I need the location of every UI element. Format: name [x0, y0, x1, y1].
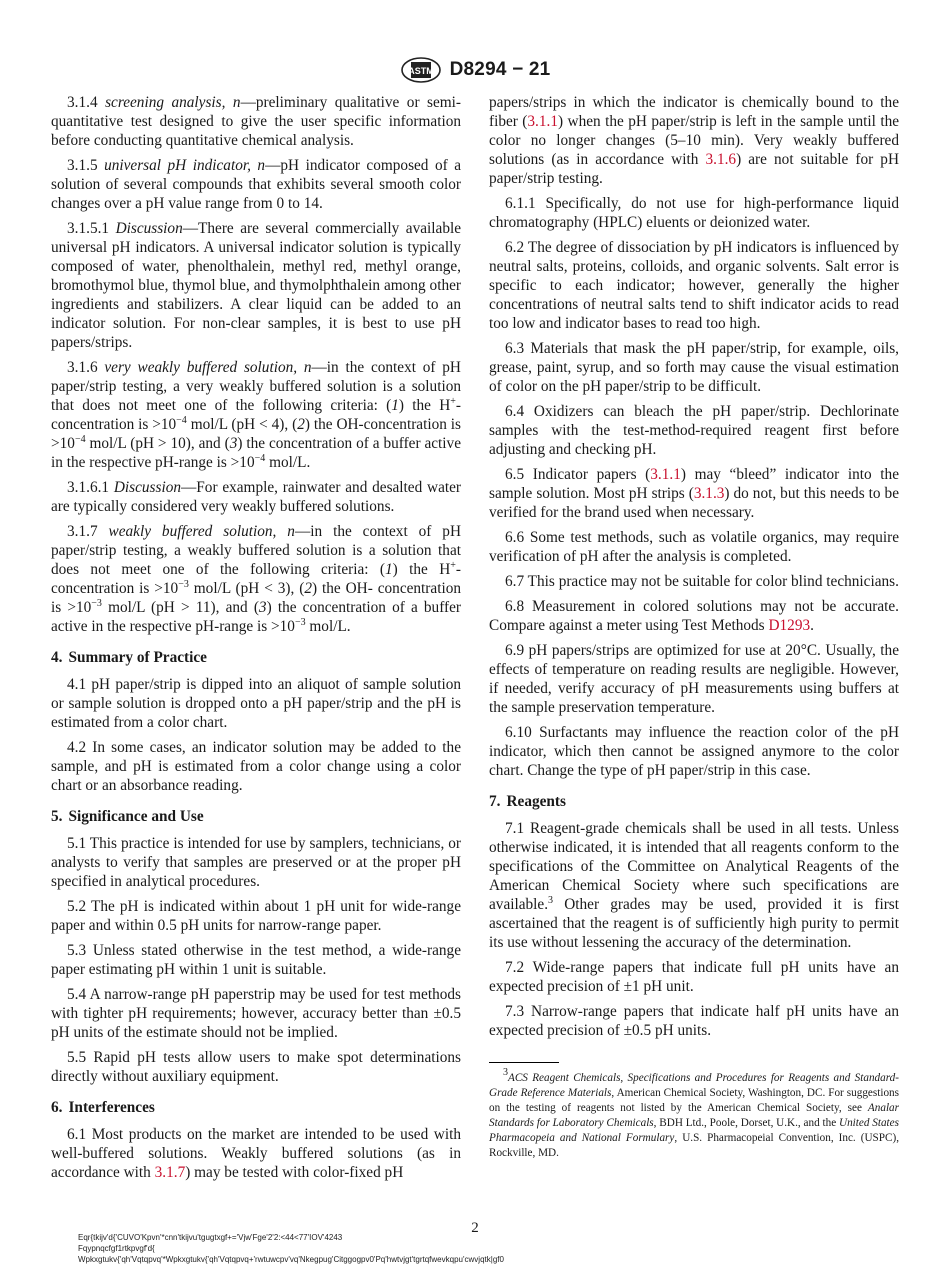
section-heading-6: 6. Interferences — [51, 1099, 155, 1116]
section-6-3: 6.3 Materials that mask the pH paper/strip, for example, oils, grease, paint, syrup, and so forth may cause the visual estimation of color on the pH paper/strip to be difficult. — [489, 340, 899, 395]
section-3-1-6: 3.1.6 very weakly buffered solution, n—in the context of pH paper/strip testing, a very weakly buffered solution is a solution that does not meet one of the following criteria: (1) the H+-concentration is $>10^{-4}$ mol/L (pH < 4), (2) the OH-concentration is $>10^{-4}$ mol/L (pH > 10), and (3) the concentration of a buffer active in the respective pH-range is $>10^{-4}$ mol/L. — [51, 359, 461, 471]
section-6-1-1: 6.1.1 Specifically, do not use for high-performance liquid chromatography (HPLC) eluents or deionized water. — [489, 195, 899, 231]
section-5-1: 5.1 This practice is intended for use by samplers, technicians, or analysts to verify that samples are preserved or at the proper pH specified in analytical procedures. — [51, 835, 461, 890]
section-4-1: 4.1 pH paper/strip is dipped into an aliquot of sample solution or sample solution is dropped onto a pH paper/strip and the pH is estimated from a color chart. — [51, 676, 461, 731]
xref-d1293-link[interactable]: D1293 — [768, 617, 811, 634]
astm-logo-icon — [400, 56, 442, 84]
section-4-2: 4.2 In some cases, an indicator solution may be added to the sample, and pH is estimated from a color change using a color chart or an absorbance reading. — [51, 739, 461, 794]
section-5-4: 5.4 A narrow-range pH paperstrip may be used for test methods with tighter pH requirements; however, accuracy better than ±0.5 pH units of the estimate should not be implied. — [51, 986, 461, 1041]
xref-3-1-7-link[interactable]: 3.1.7 — [154, 1164, 186, 1181]
section-3-1-7: 3.1.7 weakly buffered solution, n—in the context of pH paper/strip testing, a weakly buffered solution is a solution that does not meet one of the following criteria: (1) the H+-concentration is $>10^{-3}$ mol/L (pH < 3), (2) the OH- concentration is $>10^{-3}$ mol/L (pH > 11), and (3) the concentration of a buffer active in the respective pH-range is $>10^{-3}$ mol/L. — [51, 523, 461, 635]
section-3-1-4: 3.1.4 screening analysis, n—preliminary qualitative or semi-quantitative test designed to give the user specific information before conducting quantitative chemical analysis. — [51, 94, 462, 149]
footnote-divider — [489, 1062, 559, 1063]
section-5-5: 5.5 Rapid pH tests allow users to make spot determinations directly without auxiliary equipment. — [51, 1049, 461, 1085]
section-3-1-5-1: 3.1.5.1 Discussion—There are several commercially available universal pH indicators. A universal indicator solution is typically composed of water, phenolthalein, methyl red, methyl orange, bromothymol blue, thymol blue, and thymolphthalein among other ingredients and stabilizers. A clear liquid can be added to an indicator solution. For non-clear samples, it is best to use pH papers/strips. — [51, 220, 462, 351]
page-header — [0, 56, 950, 84]
section-6-10: 6.10 Surfactants may influence the reaction color of the pH indicator, which then cannot be assigned anymore to the color chart. Change the type of pH paper/strip in this case. — [489, 724, 899, 779]
section-6-4: 6.4 Oxidizers can bleach the pH paper/strip. Dechlorinate samples with the test-method-required reagent first before adjusting and checking pH. — [489, 403, 899, 458]
stamp-line-2: Fqypnqcfgf1rtkpvgf'd{ — [78, 1244, 155, 1253]
section-heading-5: 5. Significance and Use — [51, 808, 204, 825]
standard-designation: D8294 − 21 — [449, 59, 551, 80]
stamp-line-3: Wpkxgtukv{'qh'Vqtqpvq'*Wpkxgtukv{'qh'Vqtqpvq+'rwtuwcpv'vq'Nkegpug'Citggogpv0'Pq'hwtvjgt'tgrtqfwevkqpu'cwvjqtk|gf0 — [78, 1255, 504, 1264]
xref-3-1-1-link[interactable]: 3.1.1 — [650, 466, 681, 483]
footnote-3: $^3$ACS Reagent Chemicals, Specifications and Procedures for Reagents and Standard-Grade Reference Materials, American Chemical Society, Washington, DC. For suggestions on the testing of reagents not listed by the American Chemical Society, see Analar Standards for Laboratory Chemicals, BDH Ltd., Poole, Dorset, U.K., and the United States Pharmacopeia and National Formulary, U.S. Pharmacopeial Convention, Inc. (USPC), Rockville, MD. — [489, 1067, 899, 1159]
section-6-1: 6.1 Most products on the market are intended to be used with well-buffered solutions. Weakly buffered solutions (as in accordance with 3.1.7) may be tested with color-fixed pH — [51, 1126, 461, 1181]
xref-3-1-1-link[interactable]: 3.1.1 — [527, 113, 558, 130]
footnote-ref: 3 — [548, 895, 554, 906]
section-6-9: 6.9 pH papers/strips are optimized for use at 20°C. Usually, the effects of temperature on reading results are negligible. However, if needed, verify accuracy of pH measurements using buffers at the sample preservation temperature. — [489, 642, 899, 716]
section-heading-4: 4. Summary of Practice — [51, 649, 207, 666]
section-7-2: 7.2 Wide-range papers that indicate full pH units have an expected precision of ±1 pH unit. — [489, 959, 899, 995]
section-3-1-6-1: 3.1.6.1 Discussion—For example, rainwater and desalted water are typically considered very weakly buffered solutions. — [51, 479, 461, 515]
section-7-3: 7.3 Narrow-range papers that indicate half pH units have an expected precision of ±0.5 pH units. — [489, 1003, 899, 1039]
section-6-7: 6.7 This practice may not be suitable for color blind technicians. — [505, 573, 899, 590]
page-number: 2 — [471, 1220, 479, 1236]
section-7-1: 7.1 Reagent-grade chemicals shall be used in all tests. Unless otherwise indicated, it is intended that all reagents conform to the specifications of the Committee on Analytical Reagents of the American Chemical Society where such specifications are available.$^3$ Other grades may be used, provided it is first ascertained that the reagent is of sufficiently high purity to permit its use without lessening the accuracy of the determination. — [489, 820, 899, 951]
section-6-2: 6.2 The degree of dissociation by pH indicators is influenced by neutral salts, proteins, colloids, and organic solvents. Salt error is specific to each indicator; however, generally the higher concentrations of neutral salts tend to shift indicator acids to read too low and indicator bases to read too high. — [489, 239, 899, 332]
xref-3-1-6-link[interactable]: 3.1.6 — [705, 151, 737, 168]
license-stamp — [78, 1232, 838, 1265]
section-5-2: 5.2 The pH is indicated within about 1 pH unit for wide-range paper and within 0.5 pH units for narrow-range paper. — [51, 898, 461, 934]
svg-text:ASTM: ASTM — [407, 66, 434, 76]
right-column — [489, 93, 899, 1161]
section-6-1-continued: papers/strips in which the indicator is chemically bound to the fiber (3.1.1) when the pH paper/strip is left in the sample until the color no longer changes (5–10 min). Very weakly buffered solutions (as in accordance with 3.1.6) are not suitable for pH paper/strip testing. — [489, 94, 900, 187]
section-3-1-5: 3.1.5 universal pH indicator, n—pH indicator composed of a solution of several compounds that exhibits several smooth color changes over a pH value range from 0 to 14. — [51, 157, 461, 212]
section-6-6: 6.6 Some test methods, such as volatile organics, may require verification of pH after the analysis is completed. — [489, 529, 899, 565]
xref-3-1-3-link[interactable]: 3.1.3 — [693, 485, 725, 502]
left-column — [51, 93, 461, 1188]
section-6-5: 6.5 Indicator papers (3.1.1) may “bleed” indicator into the sample solution. Most pH strips (3.1.3) do not, but this needs to be verified for the brand used when necessary. — [489, 466, 899, 521]
section-heading-7: 7. Reagents — [489, 793, 566, 810]
stamp-line-1: Eqr{tkijv'd{'CUVO'Kpvn'*cnn'tkijvu'tgugtxgf+='Vjw'Fge'2'2:<44<77'IOV'4243 — [78, 1233, 343, 1242]
section-5-3: 5.3 Unless stated otherwise in the test method, a wide-range paper estimating pH within 1 unit is suitable. — [51, 942, 461, 978]
section-6-8: 6.8 Measurement in colored solutions may not be accurate. Compare against a meter using Test Methods D1293. — [489, 598, 899, 634]
